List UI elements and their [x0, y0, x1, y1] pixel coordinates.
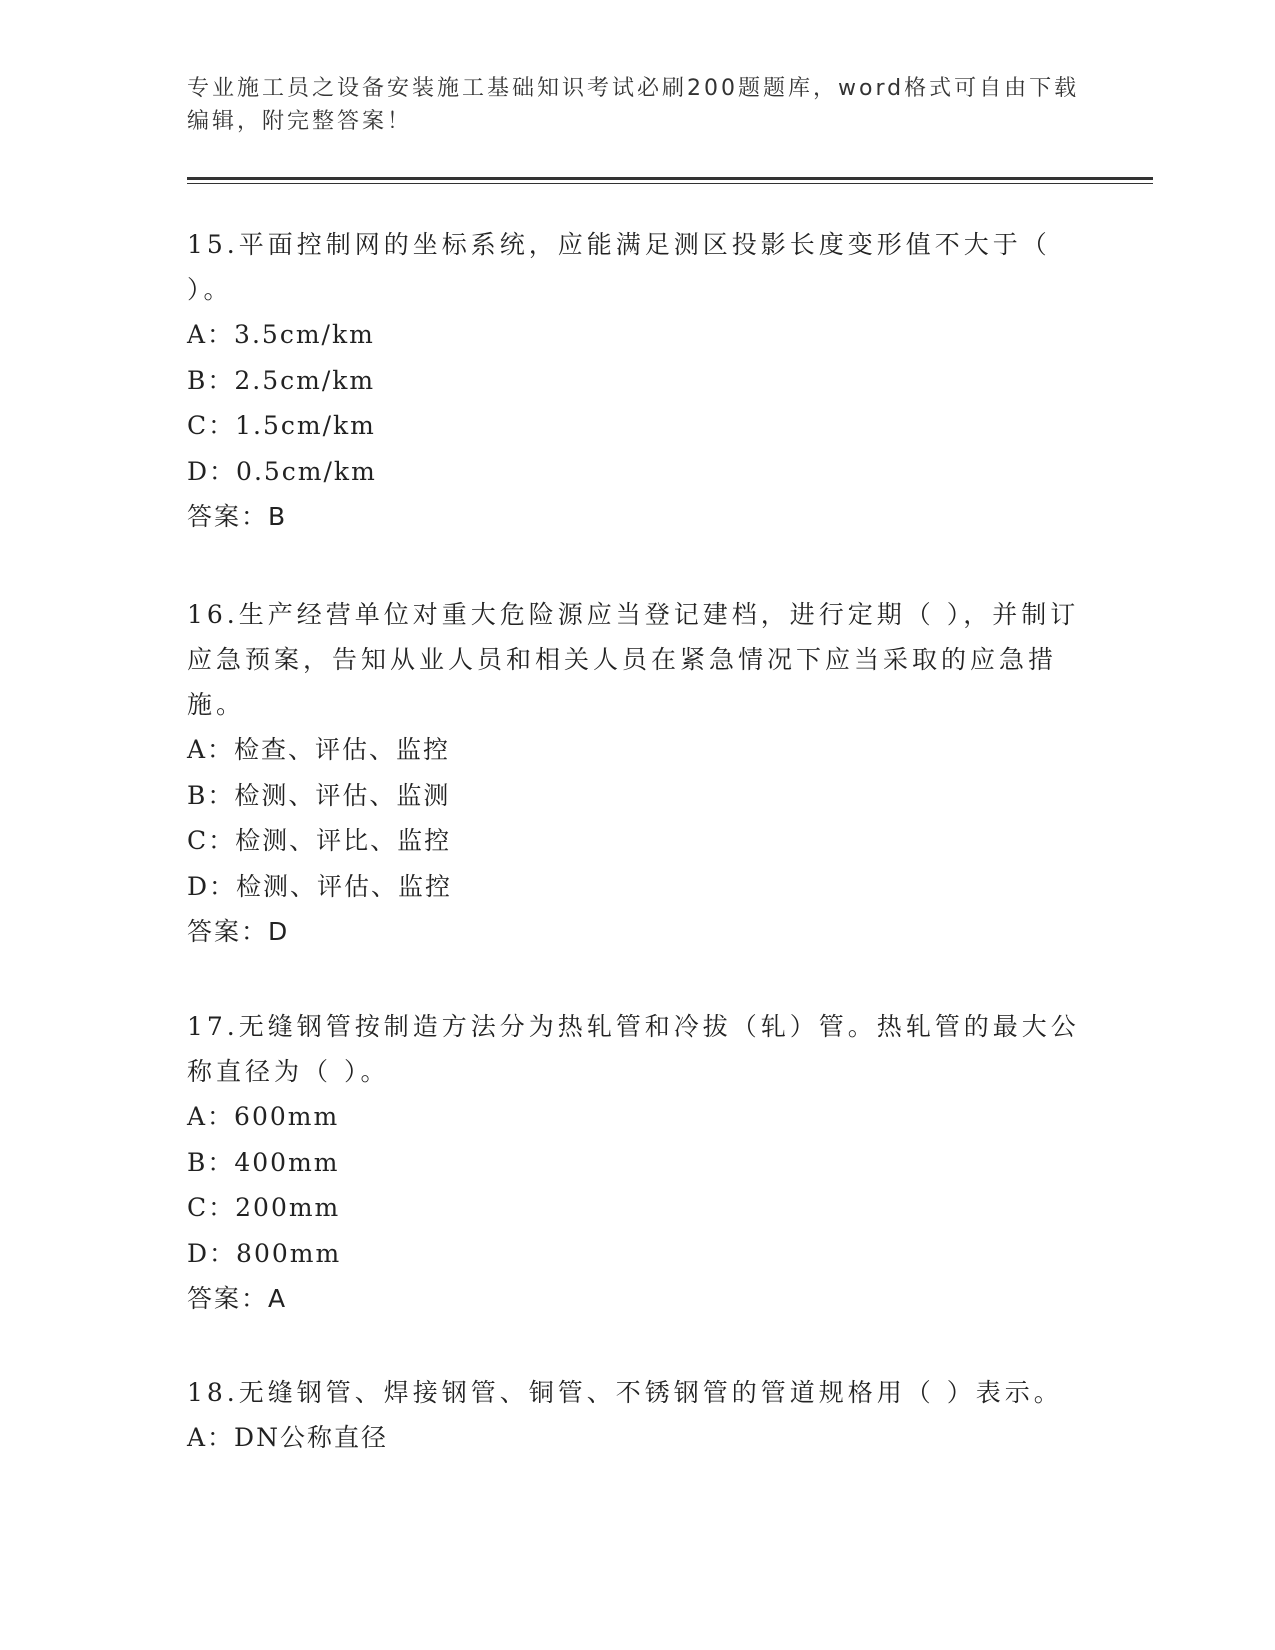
question-stem: 17.无缝钢管按制造方法分为热轧管和冷拔（轧）管。热轧管的最大公称直径为（ ）。: [187, 1012, 1080, 1086]
answer-line: 答案：B: [187, 502, 288, 531]
option-a: A：DN公称直径: [187, 1423, 388, 1452]
option-b: B：检测、评估、监测: [187, 780, 451, 810]
question-stem: 15.平面控制网的坐标系统，应能满足测区投影长度变形值不大于（ ）。: [187, 230, 1051, 304]
option-b: B：2.5cm/km: [187, 365, 376, 395]
option-d: D：800mm: [187, 1238, 342, 1268]
option-d: D：检测、评估、监控: [187, 871, 453, 901]
option-c: C：200mm: [187, 1193, 341, 1222]
answer-line: 答案：A: [187, 1284, 288, 1313]
answer-line: 答案：D: [187, 917, 290, 946]
question-stem: 18.无缝钢管、焊接钢管、铜管、不锈钢管的管道规格用（ ）表示。: [187, 1378, 1063, 1407]
option-a: A：600mm: [187, 1102, 340, 1131]
option-d: D：0.5cm/km: [187, 456, 377, 486]
option-a: A：检查、评估、监控: [187, 735, 451, 764]
option-c: C：1.5cm/km: [187, 411, 376, 440]
question-stem: 16.生产经营单位对重大危险源应当登记建档，进行定期（ ），并制订应急预案，告知从业人员和相关人员在紧急情况下应当采取的应急措施。: [187, 600, 1080, 719]
option-a: A：3.5cm/km: [187, 320, 375, 349]
question-15: [187, 222, 1087, 539]
header-rule-thick: [187, 177, 1153, 180]
question-16: [187, 592, 1087, 954]
option-c: C：检测、评比、监控: [187, 826, 452, 855]
header-rule-thin: [187, 183, 1153, 184]
option-b: B：400mm: [187, 1147, 340, 1177]
question-17: [187, 1004, 1087, 1321]
document-header: 专业施工员之设备安装施工基础知识考试必刷200题题库，word格式可自由下载编辑，附完整答案！: [187, 76, 1080, 134]
question-18: [187, 1370, 1087, 1461]
